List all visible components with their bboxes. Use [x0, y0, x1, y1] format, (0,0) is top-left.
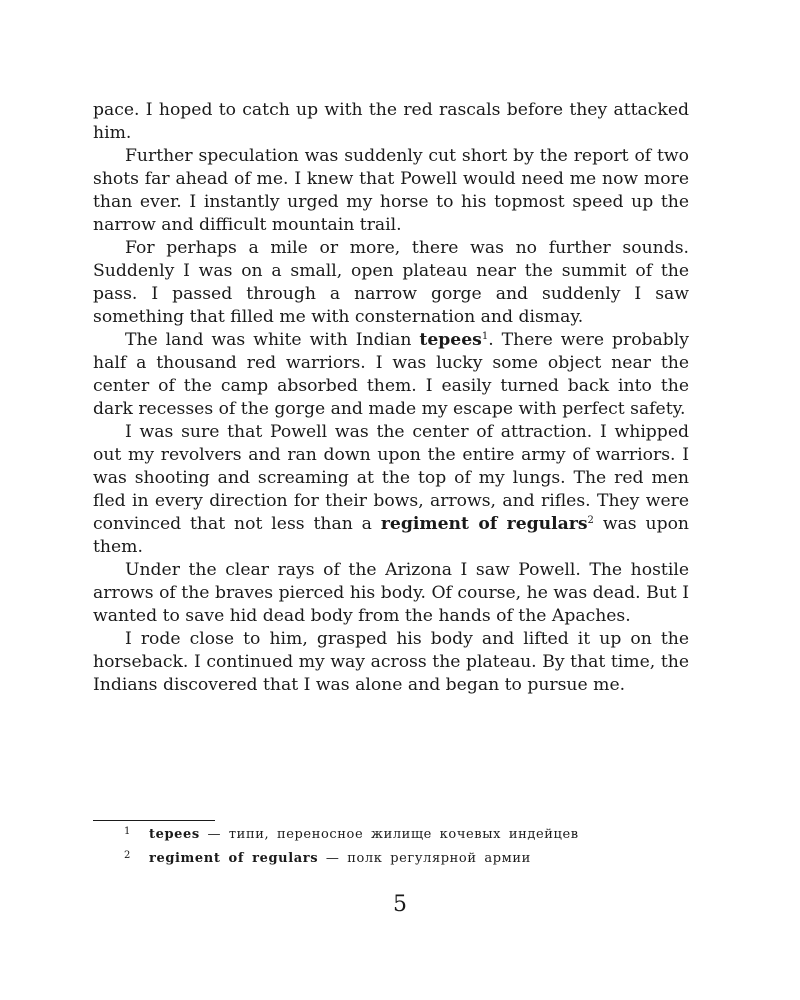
footnote-number: 2 [124, 850, 131, 861]
paragraph-1: pace. I hoped to catch up with the red rascals before they attacked him. [93, 100, 689, 143]
paragraph-5-after: was upon them. [93, 514, 689, 557]
page-body [93, 99, 689, 697]
page-number: 5 [393, 892, 407, 917]
glossary-term-tepees: tepees [419, 330, 482, 350]
paragraph-2: Further speculation was suddenly cut short by the report of two shots far ahead of me. I knew that Powell would need me now more than ever. I instantly urged my horse to his topmost speed up the narrow and difficult mountain trail. [93, 146, 689, 235]
footnote-divider [93, 820, 215, 821]
footnote-1 [124, 823, 684, 847]
paragraph-7: I rode close to him, grasped his body and lifted it up on the horseback. I continued my way across the plateau. By that time, the Indians discovered that I was alone and began to pursue me. [93, 629, 689, 695]
paragraph-4-before: The land was white with Indian [125, 330, 420, 350]
paragraph-5 [93, 421, 689, 559]
footnote-ref-2: 2 [587, 515, 594, 526]
paragraph-5-before: I was sure that Powell was the center of attraction. I whipped out my revolvers and ran down upon the entire army of warriors. I was shooting and screaming at the top of my lungs. The red men fled in every direction for their bows, arrows, and rifles. They were convinced that not less than a [93, 422, 689, 534]
footnotes [124, 823, 684, 871]
paragraph-4 [93, 329, 689, 421]
footnote-number: 1 [124, 826, 131, 837]
footnote-definition: — типи, переносное жилище кочевых индейцев [199, 827, 579, 842]
footnote-2 [124, 847, 684, 871]
footnote-term: regiment of regulars [149, 851, 319, 866]
glossary-term-regiment: regiment of regulars [380, 514, 588, 534]
paragraph-3: For perhaps a mile or more, there was no further sounds. Suddenly I was on a small, open plateau near the summit of the pass. I passed through a narrow gorge and suddenly I saw something that filled me with consternation and dismay. [93, 238, 689, 327]
footnote-term: tepees [149, 827, 200, 842]
paragraph-6: Under the clear rays of the Arizona I saw Powell. The hostile arrows of the braves pierced his body. Of course, he was dead. But I wanted to save hid dead body from the hands of the Apaches. [93, 560, 689, 626]
paragraph-4-after: . There were probably half a thousand red warriors. I was lucky some object near the center of the camp absorbed them. I easily turned back into the dark recesses of the gorge and made my escape with perfect safety. [93, 330, 690, 419]
footnote-definition: — полк регулярной армии [318, 851, 531, 866]
footnote-ref-1: 1 [481, 331, 489, 342]
